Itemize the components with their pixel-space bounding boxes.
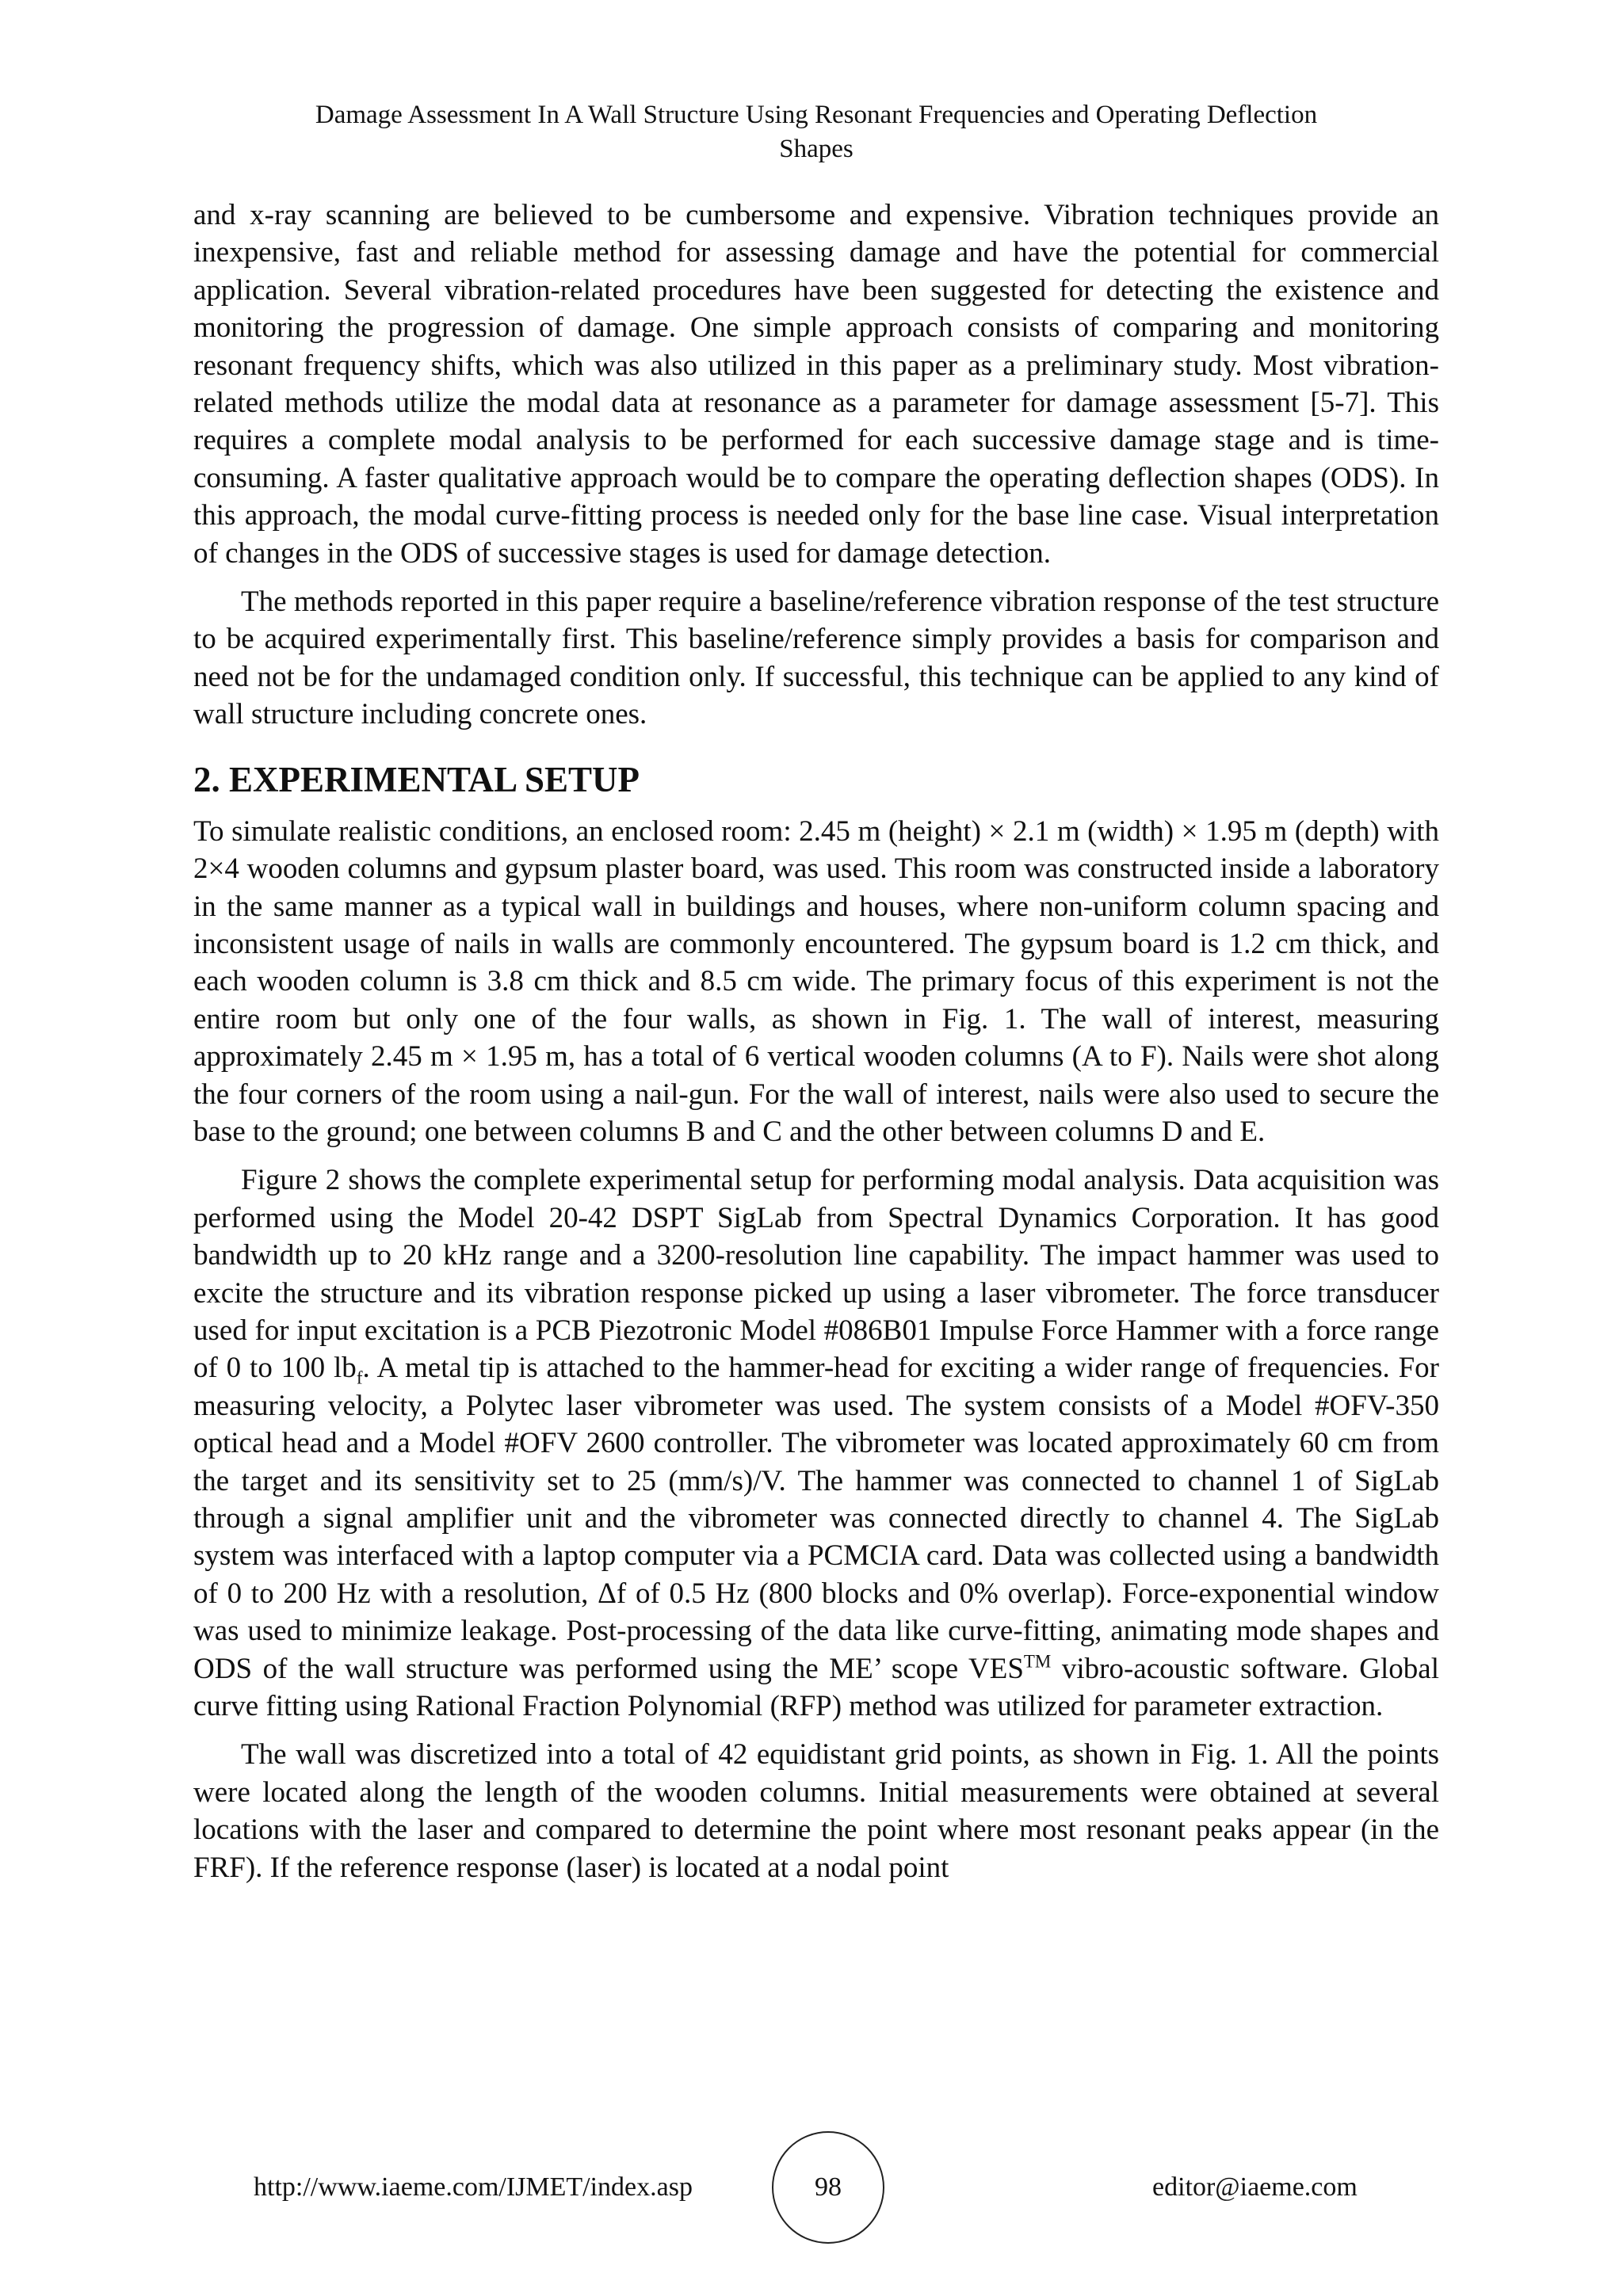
footer-url-link[interactable]: http://www.iaeme.com/IJMET/index.asp bbox=[254, 2172, 693, 2202]
text-segment: vibro-acoustic software. Global curve fitting using Rational Fraction Polynomial (RFP) method was utilized for parameter extraction. bbox=[193, 1652, 1439, 1723]
text-segment: Figure 2 shows the complete experimental setup for performing modal analysis. Data acquisition was performed using the Model 20-42 DSPT SigLab from Spectral Dynamics Corporation. It has good bandwidth up to 20 kHz range and a 3200-resolution line capability. The impact hammer was used to excite the structure and its vibration response picked up using a laser vibrometer. The force transducer used for input excitation is a PCB Piezotronic Model #086B01 Impulse Force Hammer with a force range of 0 to 100 lb bbox=[193, 1164, 1439, 1385]
text-segment: . A metal tip is attached to the hammer-head for exciting a wider range of frequencies. For measuring velocity, a Polytec laser vibrometer was used. The system consists of a Model #OFV-350 optical head and a Model #OFV 2600 controller. The vibrometer was located approximately 60 cm from the target and its sensitivity set to 25 (mm/s)/V. The hammer was connected to channel 1 of SigLab through a signal amplifier unit and the vibrometer was connected directly to channel 4. The SigLab system was interfaced with a laptop computer via a PCMCIA card. Data was collected using a bandwidth of 0 to 200 Hz with a resolution, Δf of 0.5 Hz (800 blocks and 0% overlap). Force-exponential window was used to minimize leakage. Post-processing of the data like curve-fitting, animating mode shapes and ODS of the wall structure was performed using the ME’ scope VES bbox=[193, 1352, 1439, 1685]
paragraph-room-description: To simulate realistic conditions, an enclosed room: 2.45 m (height) × 2.1 m (width) × 1.95 m (depth) with 2×4 wooden columns and gypsum plaster board, was used. This room was constructed inside a laboratory in the same manner as a typical wall in buildings and houses, where non-uniform column spacing and inconsistent usage of nails in walls are commonly encountered. The gypsum board is 1.2 cm thick, and each wooden column is 3.8 cm thick and 8.5 cm wide. The primary focus of this experiment is not the entire room but only one of the four walls, as shown in Fig. 1. The wall of interest, measuring approximately 2.45 m × 1.95 m, has a total of 6 vertical wooden columns (A to F). Nails were shot along the four corners of the room using a nail-gun. For the wall of interest, nails were also used to secure the base to the ground; one between columns B and C and the other between columns D and E. bbox=[193, 814, 1439, 1148]
running-header-line-1: Damage Assessment In A Wall Structure Using Resonant Frequencies and Operating Deflection bbox=[315, 101, 1318, 129]
paragraph-intro-continued: and x-ray scanning are believed to be cumbersome and expensive. Vibration techniques provide an inexpensive, fast and reliable method for assessing damage and have the potential for commercial application. Several vibration-related procedures have been suggested for detecting the existence and monitoring the progression of damage. One simple approach consists of comparing and monitoring resonant frequency shifts, which was also utilized in this paper as a preliminary study. Most vibration-related methods utilize the modal data at resonance as a parameter for damage assessment [5-7]. This requires a complete modal analysis to be performed for each successive damage stage and is time-consuming. A faster qualitative approach would be to compare the operating deflection shapes (ODS). In this approach, the modal curve-fitting process is needed only for the base line case. Visual interpretation of changes in the ODS of successive stages is used for damage detection. bbox=[193, 199, 1439, 570]
paragraph-baseline-method: The methods reported in this paper require a baseline/reference vibration response of the test structure to be acquired experimentally first. This baseline/reference simply provides a basis for comparison and need not be for the undamaged condition only. If successful, this technique can be applied to any kind of wall structure including concrete ones. bbox=[193, 585, 1439, 731]
page-number: 98 bbox=[815, 2172, 842, 2202]
section-heading-experimental-setup: 2. EXPERIMENTAL SETUP bbox=[193, 759, 640, 799]
main-content bbox=[193, 196, 1439, 1886]
running-header bbox=[190, 98, 1442, 166]
page-number-circle bbox=[772, 2131, 884, 2244]
page-footer bbox=[0, 2131, 1623, 2250]
superscript-tm: TM bbox=[1023, 1651, 1052, 1672]
paragraph-grid-points: The wall was discretized into a total of 42 equidistant grid points, as shown in Fig. 1. All the points were located along the length of the wooden columns. Initial measurements were obtained at several locations with the laser and compared to determine the point where most resonant peaks appear (in the FRF). If the reference response (laser) is located at a nodal point bbox=[193, 1738, 1439, 1884]
subscript-f: f bbox=[356, 1367, 363, 1388]
running-header-line-2: Shapes bbox=[779, 135, 854, 163]
paragraph-experimental-setup bbox=[193, 1161, 1439, 1725]
footer-email-link[interactable]: editor@iaeme.com bbox=[1152, 2172, 1358, 2202]
